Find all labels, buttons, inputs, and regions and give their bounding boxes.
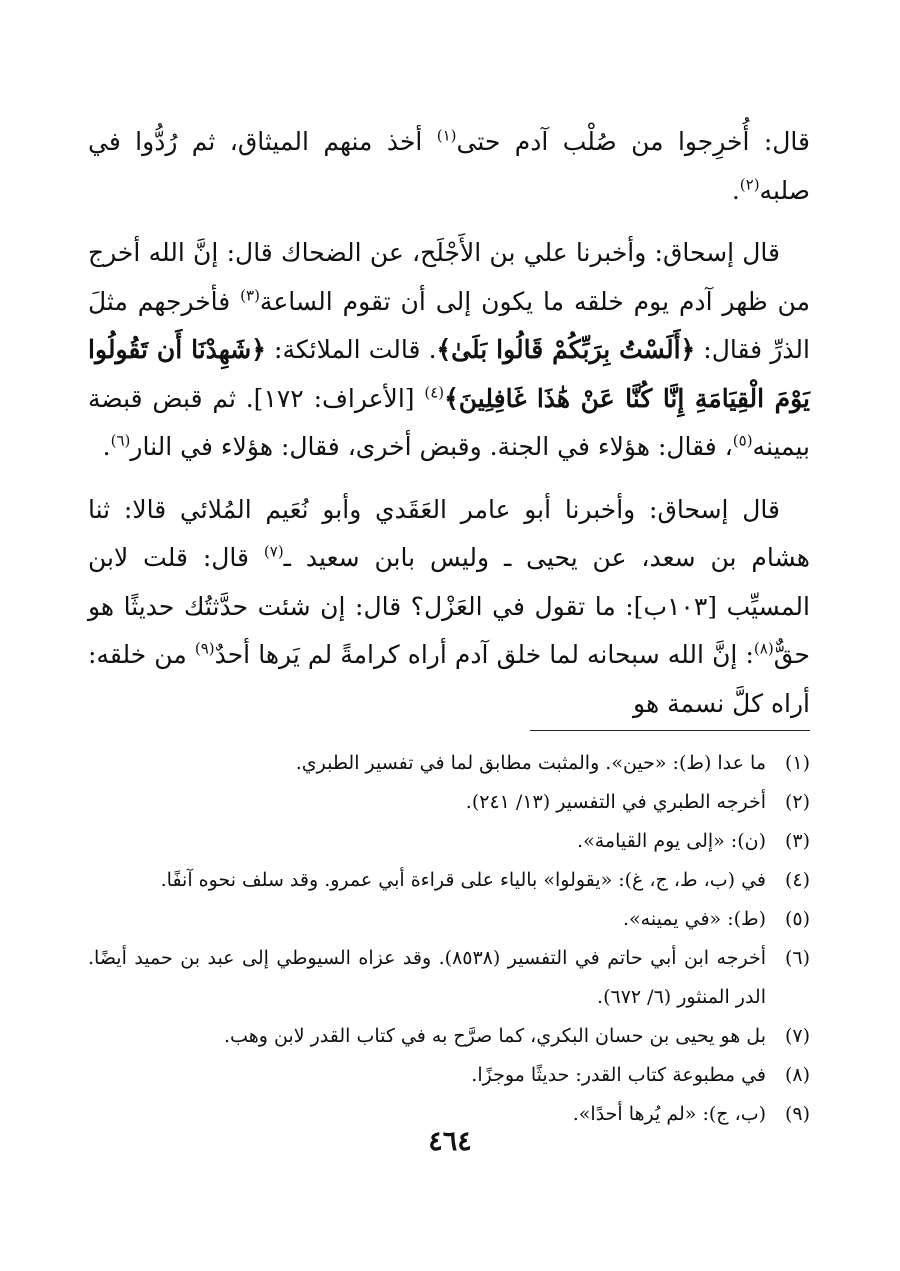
footnote-number: (٨)	[784, 1064, 810, 1086]
quran-verse: ﴿شَهِدْنَا أَن تَقُولُوا يَوْمَ الْقِيَامَةِ إِنَّا كُنَّا عَنْ هَٰذَا غَافِلِينَ﴾	[88, 335, 810, 413]
text-segment: : إنَّ الله سبحانه لما خلق آدم أراه كرامةً لم يَرها أحدٌ	[214, 640, 754, 669]
text-segment: .	[731, 175, 740, 205]
footnote-text: بل هو يحيى بن حسان البكري، كما صرَّح به في كتاب القدر لابن وهب.	[224, 1025, 766, 1047]
footnote-marker: (٨)	[753, 639, 774, 658]
text-segment: من خلقه: أراه كلَّ نسمة هو	[88, 640, 810, 718]
footnote-separator	[530, 730, 810, 731]
footnote-marker: (٣)	[240, 286, 260, 305]
text-segment: .	[102, 432, 111, 461]
footnote-number: (٥)	[784, 908, 810, 930]
footnote-text: ما عدا (ط): «حين». والمثبت مطابق لما في تفسير الطبري.	[295, 752, 766, 774]
footnotes-list	[88, 744, 810, 1134]
footnote	[88, 900, 810, 939]
footnote-number: (٣)	[784, 830, 810, 852]
paragraph	[88, 118, 810, 215]
quran-verse: ﴿أَلَسْتُ بِرَبِّكُمْ قَالُوا بَلَىٰ﴾	[436, 335, 696, 364]
main-text	[88, 118, 810, 742]
footnote-marker: (٧)	[263, 542, 284, 561]
text-segment: قال: أُخرِجوا من صُلْب آدم حتى	[456, 127, 810, 156]
page-number: ٤٦٤	[428, 1126, 472, 1157]
footnote-text: أخرجه ابن أبي حاتم في التفسير (٨٥٣٨). وقد عزاه السيوطي إلى عبد بن حميد أيضًا. الدر المنثور (٦/ ٦٧٢).	[88, 947, 766, 1008]
footnote-number: (٧)	[784, 1025, 810, 1047]
footnote-number: (١)	[784, 752, 810, 774]
footnote-number: (٤)	[784, 869, 810, 891]
footnote	[88, 822, 810, 861]
footnote	[88, 1056, 810, 1095]
footnote-marker: (٦)	[110, 431, 131, 450]
text-segment: فأخرجهم مثلَ الذرِّ فقال:	[88, 286, 810, 364]
footnote-text: في مطبوعة كتاب القدر: حديثًا موجزًا.	[471, 1064, 766, 1086]
footnote-text: (ط): «في يمينه».	[622, 908, 766, 930]
text-segment: أخذ منهم الميثاق، ثم رُدُّوا في صلبه	[88, 127, 810, 205]
text-segment: قال إسحاق: وأخبرنا علي بن الأَجْلَح، عن الضحاك قال: إنَّ الله أخرج من ظهر آدم يوم خلقه ما يكون إلى أن تقوم الساعة	[88, 238, 810, 316]
paragraph	[88, 486, 810, 729]
footnote-marker: (٩)	[194, 639, 215, 658]
footnote	[88, 939, 810, 1017]
footnote-number: (٦)	[784, 947, 810, 969]
footnote-marker: (٢)	[739, 175, 760, 194]
footnote-number: (٩)	[784, 1103, 810, 1125]
text-segment: قال: قلت لابن المسيِّب [١٠٣ب]: ما تقول في العَزْل؟ قال: إن شئت حدَّثتُك حديثًا هو حقٌّ	[88, 543, 810, 669]
footnote	[88, 1017, 810, 1056]
footnote-text: (ب، ج): «لم يُرها أحدًا».	[572, 1103, 766, 1125]
footnote	[88, 744, 810, 783]
text-segment: . قالت الملائكة:	[265, 335, 437, 364]
footnote-text: أخرجه الطبري في التفسير (١٣/ ٢٤١).	[465, 791, 766, 813]
paragraph	[88, 229, 810, 472]
footnote-marker: (٤)	[424, 383, 445, 402]
footnote-number: (٢)	[784, 791, 810, 813]
footnote-marker: (٥)	[732, 431, 753, 450]
footnote	[88, 783, 810, 822]
footnote-marker: (١)	[436, 126, 457, 145]
text-segment: ، فقال: هؤلاء في الجنة. وقبض أخرى، فقال: هؤلاء في النار	[130, 432, 733, 461]
text-segment: [الأعراف: ١٧٢]. ثم قبض قبضة بيمينه	[88, 383, 810, 461]
footnote-text: (ن): «إلى يوم القيامة».	[577, 830, 766, 852]
footnote-text: في (ب، ط، ج، غ): «يقولوا» بالياء على قراءة أبي عمرو. وقد سلف نحوه آنفًا.	[160, 869, 766, 891]
text-segment: قال إسحاق: وأخبرنا أبو عامر العَقَدي وأبو نُعَيم المُلائي قالا: ثنا هشام بن سعد، عن يحيى ـ وليس بابن سعيد ـ	[88, 494, 810, 572]
footnote	[88, 861, 810, 900]
